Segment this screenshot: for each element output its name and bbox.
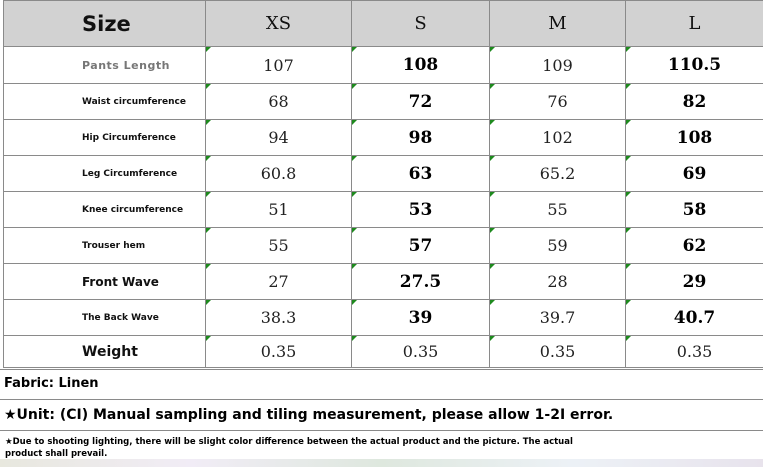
value-l: 110.5 [626, 47, 763, 84]
lighting-disclaimer-text: ★Due to shooting lighting, there will be slight color difference between the actual product and the picture. The actual product shall prevail. [5, 437, 573, 459]
corner-tick [352, 47, 357, 52]
value-m: 28 [490, 264, 626, 300]
table-row [4, 120, 763, 156]
corner-tick [352, 264, 357, 269]
value-m: 59 [490, 228, 626, 264]
value-l: 29 [626, 264, 763, 300]
corner-tick [626, 228, 631, 233]
corner-tick [490, 47, 495, 52]
corner-tick [352, 192, 357, 197]
table-row [4, 47, 763, 84]
value-m: 102 [490, 120, 626, 156]
value-s: 98 [352, 120, 490, 156]
value-xs: 27 [206, 264, 352, 300]
corner-tick [206, 84, 211, 89]
value-s: 72 [352, 84, 490, 120]
corner-tick [490, 228, 495, 233]
corner-tick [626, 336, 631, 341]
corner-tick [626, 120, 631, 125]
value-l: 0.35 [626, 336, 763, 368]
value-xs: 68 [206, 84, 352, 120]
value-xs: 107 [206, 47, 352, 84]
corner-tick [206, 156, 211, 161]
m-column-header: M [490, 1, 626, 47]
value-s: 57 [352, 228, 490, 264]
corner-tick [490, 336, 495, 341]
value-s: 108 [352, 47, 490, 84]
table-row [4, 192, 763, 228]
size-chart-table [3, 0, 763, 368]
header-row [4, 1, 763, 47]
corner-tick [352, 228, 357, 233]
value-m: 109 [490, 47, 626, 84]
value-xs: 55 [206, 228, 352, 264]
value-xs: 94 [206, 120, 352, 156]
value-xs: 51 [206, 192, 352, 228]
size-column-header: Size [4, 1, 206, 47]
corner-tick [206, 47, 211, 52]
value-l: 82 [626, 84, 763, 120]
value-m: 55 [490, 192, 626, 228]
row-label-knee: Knee circumference [4, 192, 206, 228]
corner-tick [626, 300, 631, 305]
row-label-hip: Hip Circumference [4, 120, 206, 156]
corner-tick [352, 156, 357, 161]
corner-tick [626, 47, 631, 52]
row-label-hem: Trouser hem [4, 228, 206, 264]
corner-tick [490, 84, 495, 89]
row-label-text: Pants Length [82, 58, 170, 72]
table-row [4, 264, 763, 300]
fabric-note: Fabric: Linen [0, 369, 763, 399]
corner-tick [352, 84, 357, 89]
value-m: 39.7 [490, 300, 626, 336]
table-row [4, 228, 763, 264]
table-row [4, 336, 763, 368]
value-xs: 60.8 [206, 156, 352, 192]
s-column-header: S [352, 1, 490, 47]
xs-column-header: XS [206, 1, 352, 47]
row-label-back-wave: The Back Wave [4, 300, 206, 336]
bottom-image-strip [0, 459, 763, 467]
corner-tick [626, 156, 631, 161]
table-row [4, 156, 763, 192]
value-m: 65.2 [490, 156, 626, 192]
row-label-front-wave: Front Wave [4, 264, 206, 300]
row-label-pants-length [4, 47, 206, 84]
size-chart-body [4, 47, 763, 368]
corner-tick [206, 120, 211, 125]
value-l: 62 [626, 228, 763, 264]
corner-tick [352, 336, 357, 341]
value-m: 76 [490, 84, 626, 120]
corner-tick [206, 228, 211, 233]
corner-tick [490, 300, 495, 305]
corner-tick [352, 300, 357, 305]
value-l: 69 [626, 156, 763, 192]
value-l: 58 [626, 192, 763, 228]
corner-tick [490, 120, 495, 125]
row-label-weight: Weight [4, 336, 206, 368]
value-s: 39 [352, 300, 490, 336]
value-xs: 38.3 [206, 300, 352, 336]
corner-tick [490, 156, 495, 161]
table-row [4, 84, 763, 120]
row-label-leg: Leg Circumference [4, 156, 206, 192]
corner-tick [626, 192, 631, 197]
table-row [4, 300, 763, 336]
corner-tick [490, 264, 495, 269]
value-l: 40.7 [626, 300, 763, 336]
l-column-header: L [626, 1, 763, 47]
value-m: 0.35 [490, 336, 626, 368]
corner-tick [206, 300, 211, 305]
value-xs: 0.35 [206, 336, 352, 368]
unit-note: ★Unit: (CI) Manual sampling and tiling measurement, please allow 1-2I error. [0, 399, 763, 430]
value-s: 63 [352, 156, 490, 192]
row-label-waist: Waist circumference [4, 84, 206, 120]
corner-tick [206, 264, 211, 269]
value-l: 108 [626, 120, 763, 156]
corner-tick [626, 84, 631, 89]
corner-tick [206, 336, 211, 341]
value-s: 27.5 [352, 264, 490, 300]
value-s: 0.35 [352, 336, 490, 368]
corner-tick [206, 192, 211, 197]
size-chart-header [4, 1, 763, 47]
corner-tick [490, 192, 495, 197]
corner-tick [626, 264, 631, 269]
value-s: 53 [352, 192, 490, 228]
corner-tick [352, 120, 357, 125]
